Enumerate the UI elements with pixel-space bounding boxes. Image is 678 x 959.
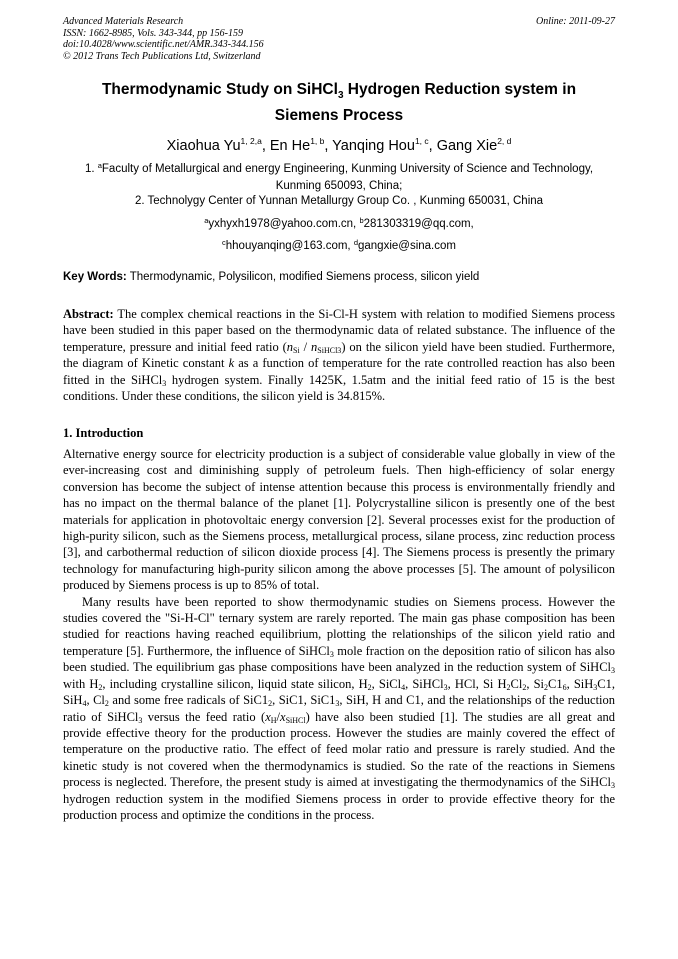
section-heading-introduction: 1. Introduction xyxy=(63,426,144,440)
affiliation-1: 1. $^a$Faculty of Metallurgical and energy Engineering, Kunming University of Science and Technology, Kunming 650093, China; xyxy=(84,161,594,192)
journal-name: Advanced Materials Research xyxy=(63,16,184,27)
email-b: 281303319@qq.com, xyxy=(363,218,474,230)
email-c: hhouyanqing@163.com, xyxy=(225,240,354,252)
keywords-text: Thermodynamic, Polysilicon, modified Siemens process, silicon yield xyxy=(126,271,480,283)
email-d: gangxie@sina.com xyxy=(357,240,456,252)
author-name: Yanqing Hou xyxy=(332,138,415,154)
abstract-label: Abstract: xyxy=(63,307,114,321)
author-name: Gang Xie xyxy=(436,138,498,154)
author-name: Xiaohua Yu xyxy=(166,138,241,154)
online-date: Online: 2011-09-27 xyxy=(536,16,615,27)
email-line-1: $^a$yxhyxh1978@yahoo.com.cn, $^b$281303319@qq.com, xyxy=(204,216,474,230)
introduction-body xyxy=(63,446,615,823)
journal-header xyxy=(63,16,615,62)
author-list: Xiaohua Yu$^{1, 2,a}$, En He$^{1, b}$, Yanqing Hou$^{1, c}$, Gang Xie$^{2, d}$ xyxy=(166,136,512,154)
abstract: Abstract: The complex chemical reactions in the Si-Cl-H system with relation to modified Siemens process have been studied in this paper based on the thermodynamic data of related substance. The influence of the temperature, pressure and initial feed ratio $(n_{Si} / n_{SiHCl3})$ on the silicon yield have been studied. Furthermore, the diagram of Kinetic constant k as a function of temperature for the rate controlled reaction has also been fitted in the SiHCl$_3$ hydrogen system. Finally 1425K, 1.5atm and the initial feed ratio of 15 is the best conditions. Under these conditions, the silicon yield is 34.815%. xyxy=(63,307,616,404)
keywords-label: Key Words: xyxy=(63,271,127,283)
email-a: yxhyxh1978@yahoo.com.cn, xyxy=(208,218,360,230)
paragraph: Many results have been reported to show thermodynamic studies on Siemens process. However the studies covered the "Si-H-Cl" ternary system are rarely reported. The main gas phase composition has been studied for reactions having reached equilibrium, plotting the relationships of the silicon yield ratio and temperature [5]. Furthermore, the influence of SiHCl$_3$ mole fraction on the deposition ratio of silicon has also been studied. The equilibrium gas phase compositions have been analyzed in the reduction system of SiHCl$_3$ with $H_2$, including crystalline silicon, liquid state silicon, $H_2$, SiCl$_4$, SiHCl$_3$, HCl, Si $H_2Cl_2$, $Si_2C1_6$, SiH$_3$C1, SiH$_4$, $Cl_2$ and some free radicals of $SiC1_2$, SiC1, $SiC1_3$, SiH, H and C1, and the relationships of the reduction ratio of SiHCl$_3$ versus the feed ratio $(x_H/x_{SiHCl})$ have also been studied [1]. The studies are all great and provide effective theory for the production process. However the studies are mainly covered the effect of temperature on the productive ratio. The effect of feed molar ratio and pressure is rarely studied. And the kinetic study is not covered when the thermodynamics is studied. So the rate of the reactions in Siemens process is neglected. Therefore, the present study is aimed at investigating the thermodynamics of the SiHCl$_3$ hydrogen reduction system in the modified Siemens process in order to provide effective theory for the production process and optimize the conditions in the process. xyxy=(63,594,616,822)
paper-title: Thermodynamic Study on SiHCl$_3$ Hydrogen Reduction system in Siemens Process xyxy=(101,81,577,125)
keywords xyxy=(63,270,615,285)
affiliation-2: 2. Technolygy Center of Yunnan Metallurgy Group Co. , Kunming 650031, China xyxy=(134,195,544,207)
journal-issn: ISSN: 1662-8985, Vols. 343-344, pp 156-159 xyxy=(63,27,243,39)
author-name: En He xyxy=(269,138,311,154)
email-line-2: $^c$hhouyanqing@163.com, $^d$gangxie@sina.com xyxy=(222,238,456,252)
journal-doi: doi:10.4028/www.scientific.net/AMR.343-344.156 xyxy=(63,39,264,50)
paragraph: Alternative energy source for electricity production is a subject of considerable value globally in view of the ever-increasing cost and diminishing supply of petroleum fuels. Then high-efficiency of solar energy conversion has become the subject of intense attention because this process is environmentally friendly and has no impact on the thermal balance of the planet [1]. Polycrystalline silicon is presently one of the best materials for application in photovoltaic energy conversion [2]. Several processes exist for the production of high-purity silicon, such as the Siemens process, metallurgical process, silane process, zinc reduction process [3], and carbothermal reduction of silicon dioxide process [4]. The Siemens process is presently the primary technology for manufacturing high-purity silicon among the above processes [5]. The amount of polysilicon produced by Siemens process is up to 85% of total. xyxy=(63,447,615,593)
journal-copyright: © 2012 Trans Tech Publications Ltd, Switzerland xyxy=(63,50,261,62)
